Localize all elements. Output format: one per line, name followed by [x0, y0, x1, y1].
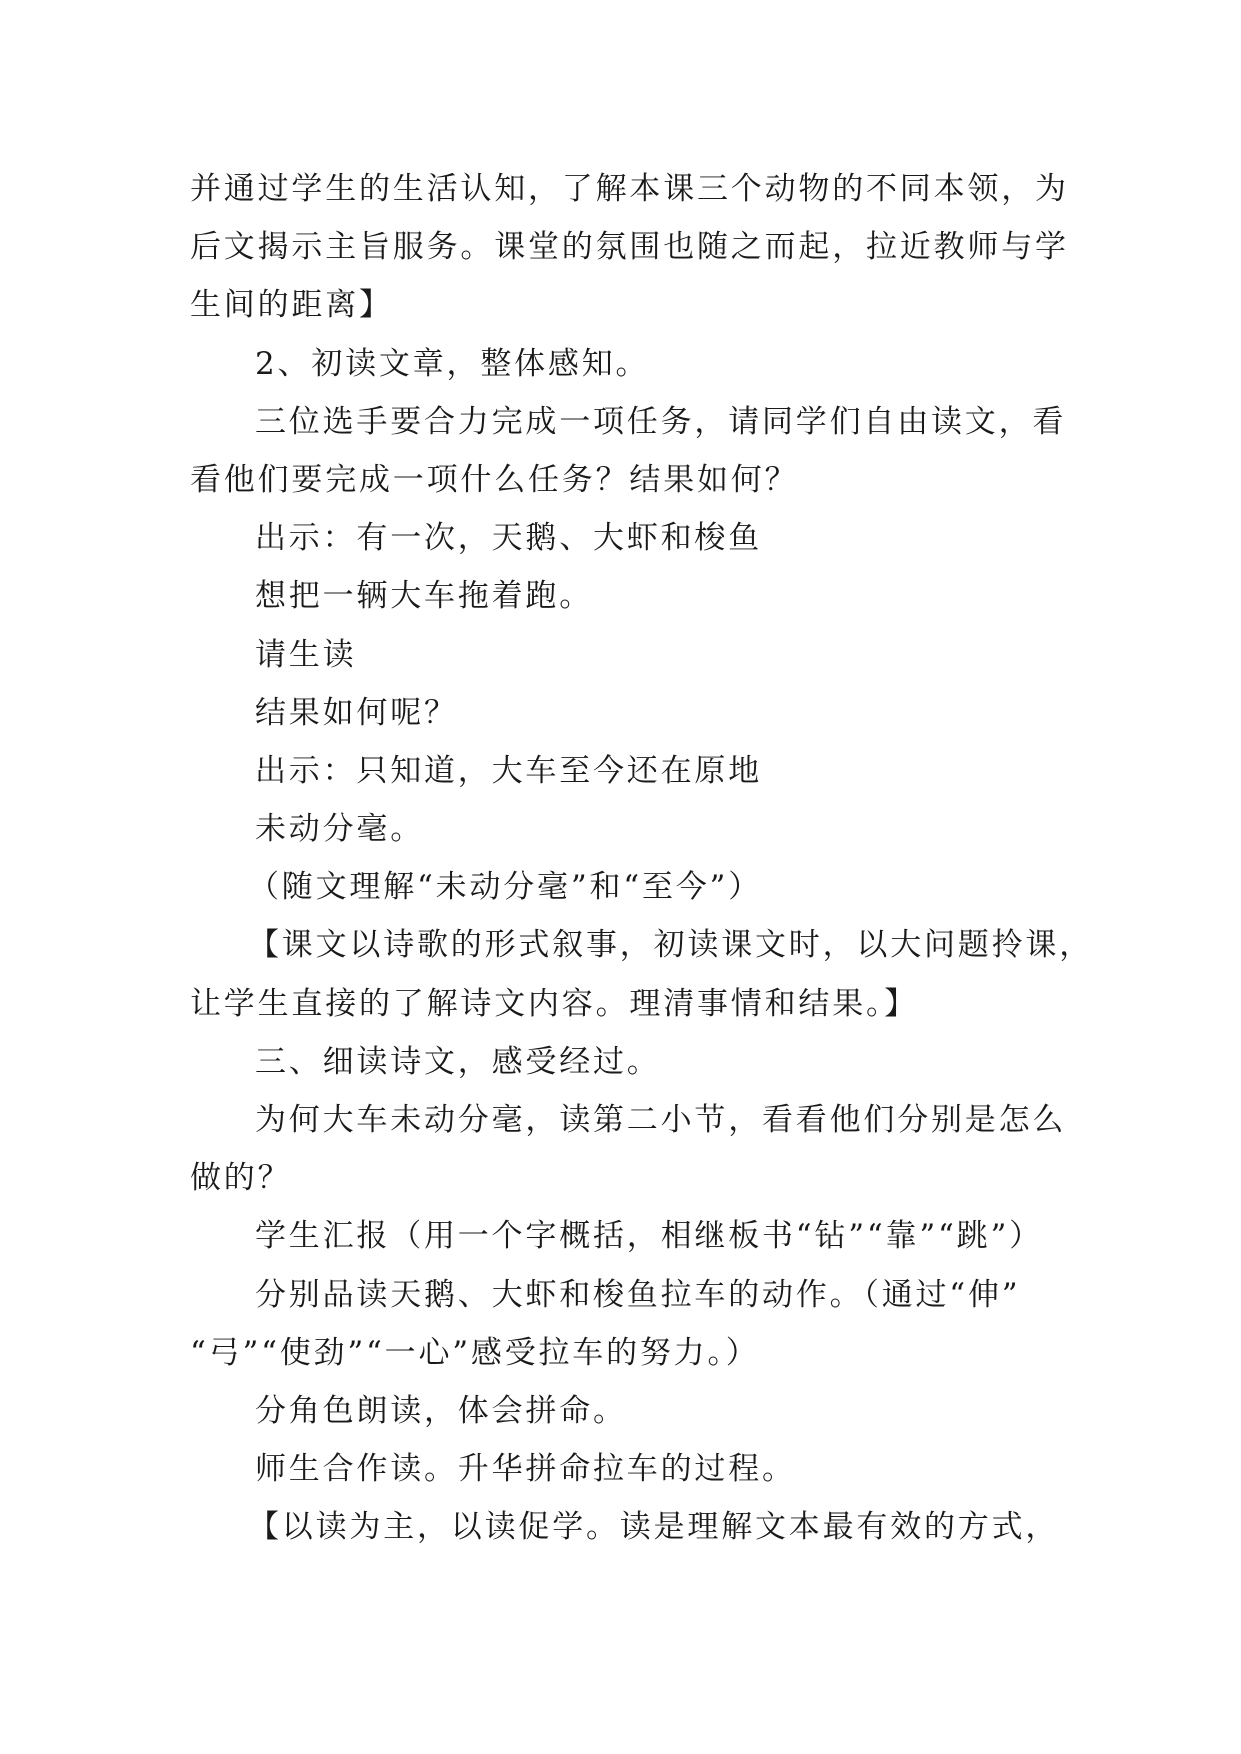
text-line: （随文理解“未动分毫”和“至今”） — [248, 869, 762, 906]
text-line: 分别品读天鹅、大虾和梭鱼拉车的动作。（通过“伸” — [255, 1276, 1021, 1313]
text-line: 为何大车未动分毫，读第二小节，看看他们分别是怎么 — [255, 1102, 1067, 1138]
text-line: 请生读 — [255, 636, 357, 673]
text-line: 出示：只知道，大车至今还在原地 — [255, 752, 762, 789]
text-line: 让学生直接的了解诗文内容。理清事情和结果。】 — [190, 985, 919, 1022]
text-line: 并通过学生的生活认知，了解本课三个动物的不同本领，为 — [190, 171, 1069, 207]
text-line: 【以读为主，以读促学。读是理解文本最有效的方式， — [248, 1509, 1060, 1546]
text-line: 结果如何呢？ — [255, 694, 458, 731]
text-line: 出示：有一次，天鹅、大虾和梭鱼 — [255, 520, 762, 557]
document-body — [190, 160, 1093, 1557]
text-line: 分角色朗读，体会拼命。 — [255, 1392, 627, 1429]
text-line: 后文揭示主旨服务。课堂的氛围也随之而起，拉近教师与学 — [190, 229, 1069, 266]
text-line: 未动分毫。 — [255, 811, 424, 848]
text-line: 生间的距离】 — [190, 287, 393, 324]
text-line: 三、细读诗文，感受经过。 — [255, 1043, 661, 1080]
text-line: 【课文以诗歌的形式叙事，初读课文时，以大问题拎课， — [248, 927, 1093, 964]
text-line: “弓”“使劲”“一心”感受拉车的努力。） — [190, 1334, 760, 1371]
text-line: 做的？ — [190, 1160, 292, 1197]
text-line: 三位选手要合力完成一项任务，请同学们自由读文，看 — [255, 403, 1067, 440]
text-line: 学生汇报（用一个字概括，相继板书“钻”“靠”“跳”） — [255, 1218, 1043, 1255]
text-line: 2、初读文章，整体感知。 — [255, 345, 650, 382]
text-line: 想把一辆大车拖着跑。 — [255, 578, 593, 615]
text-line: 看他们要完成一项什么任务？结果如何？ — [190, 461, 799, 498]
text-line: 师生合作读。升华拼命拉车的过程。 — [255, 1451, 796, 1488]
